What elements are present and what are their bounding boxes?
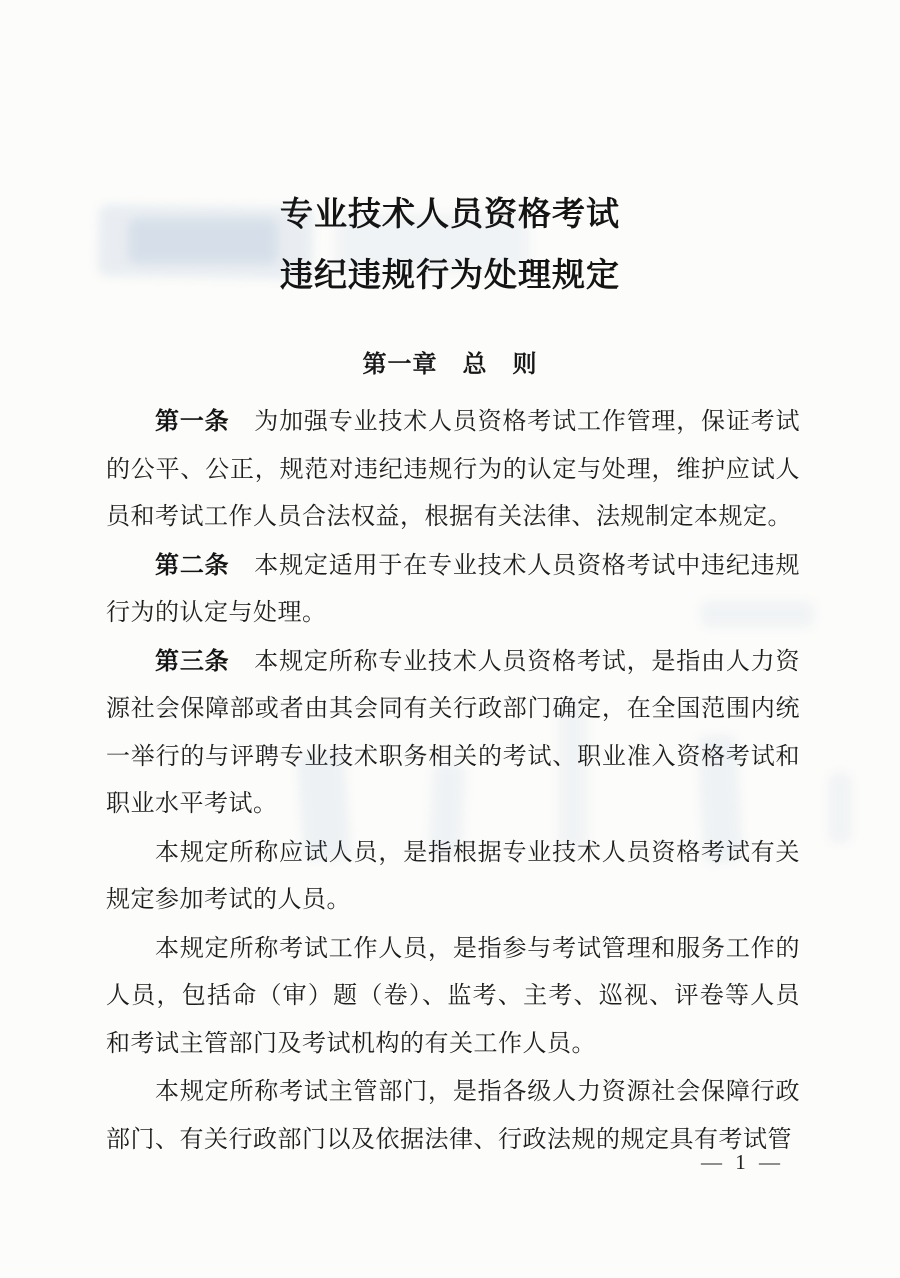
article-2-number: 第二条 [155, 551, 255, 579]
page-number: — 1 — [701, 1150, 784, 1174]
definition-examinee-text: 本规定所称应试人员，是指根据专业技术人员资格考试有关规定参加考试的人员。 [106, 839, 800, 913]
article-1-number: 第一条 [155, 408, 255, 435]
article-1-paragraph [106, 398, 800, 542]
definition-exam-authority-text: 本规定所称考试主管部门，是指各级人力资源社会保障行政部门、有关行政部门以及依据法律、行政法规的规定具有考试管 [106, 1079, 800, 1153]
definition-exam-staff-paragraph [106, 925, 800, 1069]
article-3-number: 第三条 [155, 647, 255, 675]
document-body [106, 398, 800, 1164]
definition-exam-authority-paragraph [106, 1068, 800, 1164]
document-title-line-1: 专业技术人员资格考试 [280, 195, 620, 232]
definition-exam-staff-text: 本规定所称考试工作人员，是指参与考试管理和服务工作的人员，包括命（审）题（卷）、监考、主考、巡视、评卷等人员和考试主管部门及考试机构的有关工作人员。 [106, 935, 800, 1057]
definition-examinee-paragraph [106, 829, 800, 925]
article-2-text: 本规定适用于在专业技术人员资格考试中违纪违规行为的认定与处理。 [106, 552, 800, 626]
article-3-text: 本规定所称专业技术人员资格考试，是指由人力资源社会保障部或者由其会同有关行政部门确定，在全国范围内统一举行的与评聘专业技术职务相关的考试、职业准入资格考试和职业水平考试。 [106, 648, 800, 817]
article-2-paragraph [106, 542, 800, 638]
article-3-paragraph [106, 638, 800, 829]
article-1-text: 为加强专业技术人员资格考试工作管理，保证考试的公平、公正，规范对违纪违规行为的认定与处理，维护应试人员和考试工作人员合法权益，根据有关法律、法规制定本规定。 [106, 409, 800, 530]
document-title [0, 183, 900, 305]
bleed-through-mark [828, 772, 852, 844]
chapter-heading: 第一章 总 则 [362, 351, 538, 378]
document-title-line-2: 违纪违规行为处理规定 [280, 256, 620, 293]
